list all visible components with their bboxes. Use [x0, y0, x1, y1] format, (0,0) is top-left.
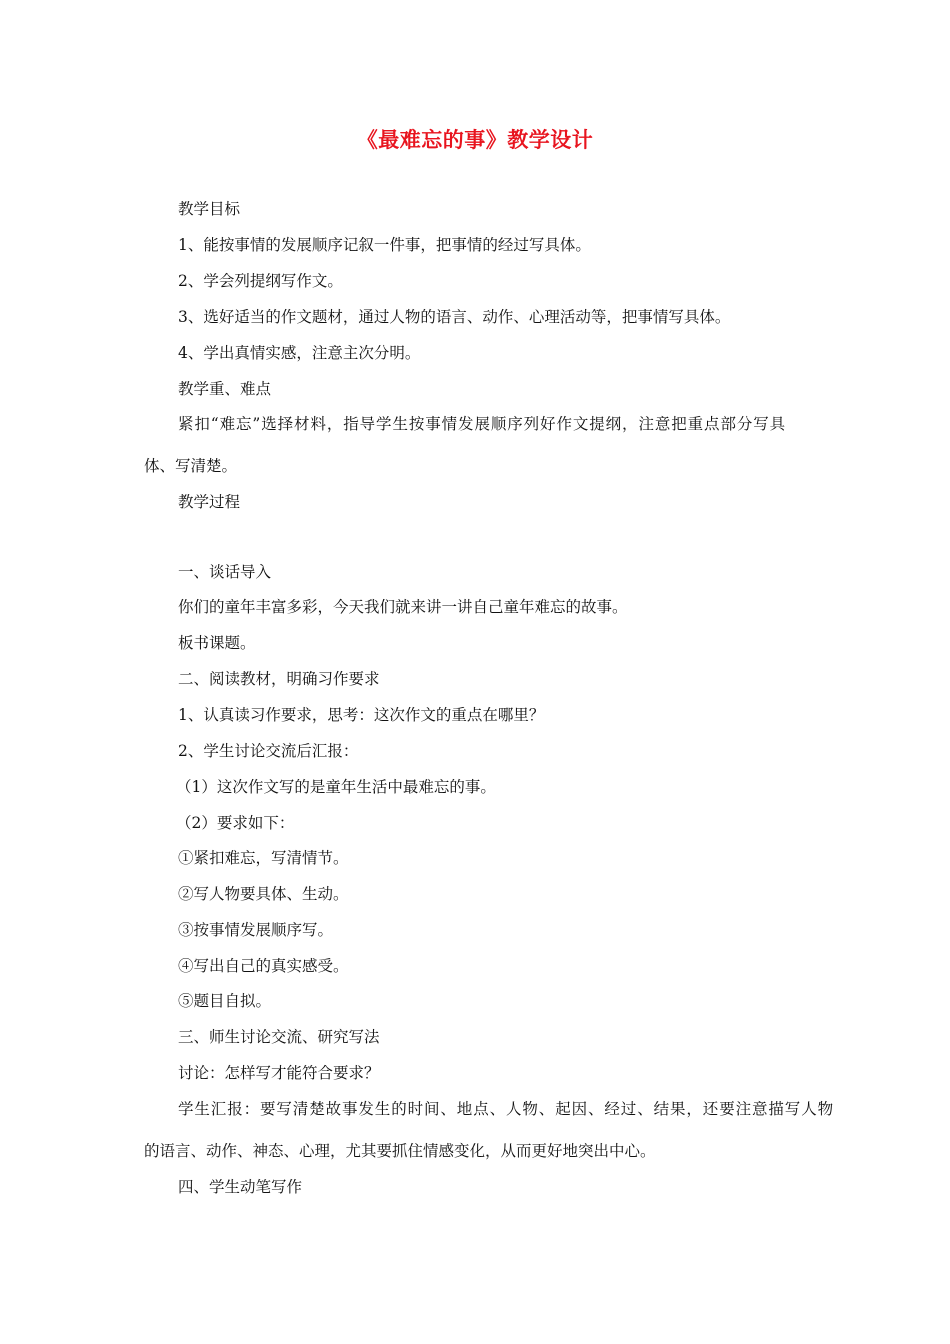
document-title: 《最难忘的事》教学设计 [356, 128, 594, 152]
section1-text: 你们的童年丰富多彩，今天我们就来讲一讲自己童年难忘的故事。 [178, 598, 628, 616]
section3-report-continued: 的语言、动作、神态、心理，尤其要抓住情感变化，从而更好地突出中心。 [144, 1142, 656, 1160]
requirement-item: ②写人物要具体、生动。 [178, 885, 349, 903]
requirement-item: ③按事情发展顺序写。 [178, 921, 334, 939]
requirement-item: ①紧扣难忘，写清情节。 [178, 849, 349, 867]
section1-heading: 一、谈话导入 [178, 563, 272, 581]
goal-item: 2、学会列提纲写作文。 [178, 272, 343, 290]
section3-heading: 三、师生讨论交流、研究写法 [178, 1028, 380, 1046]
section2-item: 1、认真读习作要求，思考：这次作文的重点在哪里？ [178, 706, 545, 724]
process-heading: 教学过程 [178, 493, 241, 511]
requirement-item: ④写出自己的真实感受。 [178, 957, 349, 975]
key-points-text: 紧扣“难忘”选择材料，指导学生按事情发展顺序列好作文提纲，注意把重点部分写具 [178, 415, 787, 433]
section3-question: 讨论：怎样写才能符合要求？ [178, 1064, 380, 1082]
key-points-text-continued: 体、写清楚。 [144, 457, 238, 475]
section2-subitem: （1）这次作文写的是童年生活中最难忘的事。 [176, 778, 496, 796]
goal-item: 1、能按事情的发展顺序记叙一件事，把事情的经过写具体。 [178, 236, 591, 254]
requirement-item: ⑤题目自拟。 [178, 992, 272, 1010]
section3-report: 学生汇报：要写清楚故事发生的时间、地点、人物、起因、经过、结果，还要注意描写人物 [178, 1100, 835, 1118]
section2-item: 2、学生讨论交流后汇报： [178, 742, 359, 760]
goal-item: 4、学出真情实感，注意主次分明。 [178, 344, 421, 362]
key-points-heading: 教学重、难点 [178, 380, 272, 398]
goals-heading: 教学目标 [178, 200, 241, 218]
section4-heading: 四、学生动笔写作 [178, 1178, 303, 1196]
section2-heading: 二、阅读教材，明确习作要求 [178, 670, 380, 688]
section1-board: 板书课题。 [178, 634, 256, 652]
section2-subitem: （2）要求如下： [176, 814, 295, 832]
goal-item: 3、选好适当的作文题材，通过人物的语言、动作、心理活动等，把事情写具体。 [178, 308, 731, 326]
